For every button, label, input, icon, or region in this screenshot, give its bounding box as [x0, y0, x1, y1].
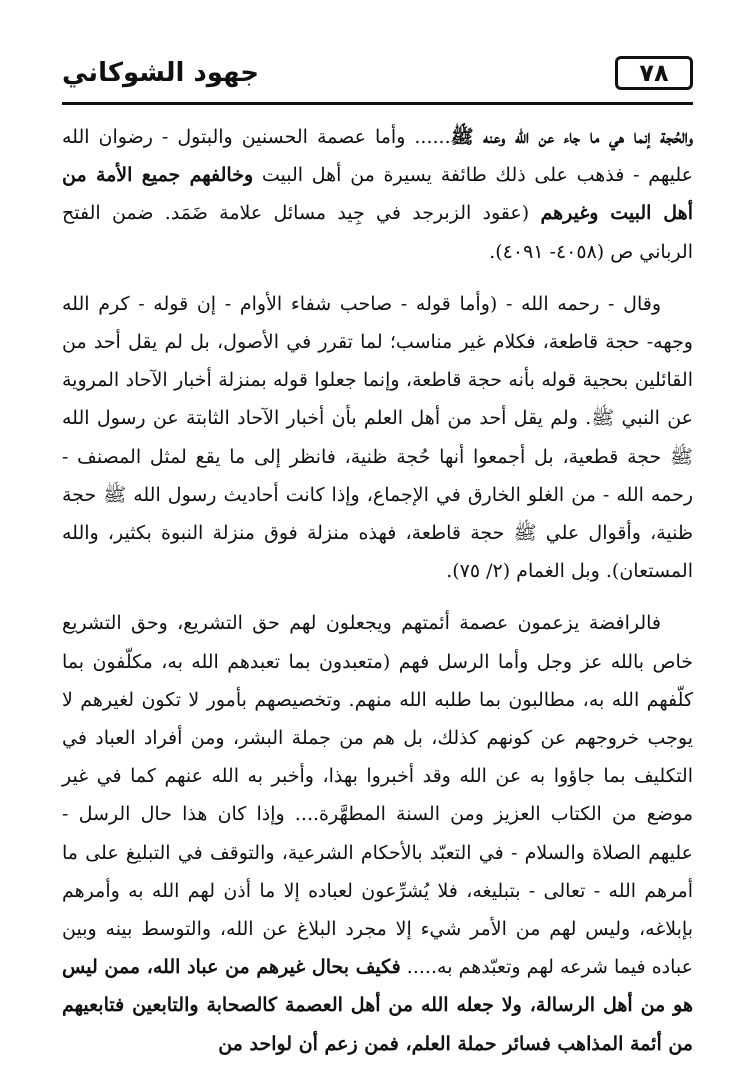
paragraph-text: فالرافضة يزعمون عصمة أئمتهم ويجعلون لهم حق التشريع، وحق التشريع خاص بالله عز وجل وأما الرسل فهم (متعبدون بما تعبدهم الله به، مكلّفون بما كلّفهم الله به، مطالبون بما طلبه الله منهم. وتخصيصهم بأمور لا تكون لغيرهم لا يوجب خروجهم عن كونهم كذلك، بل هم من جملة البشر، ومن أفراد العباد في التكليف بما جاؤوا به عن الله وقد أخبروا بهذا، وأخبر به الله عنهم كما في غير موضع من الكتاب العزيز ومن السنة المطهَّرة.... وإذا كان هذا حال الرسل - عليهم الصلاة والسلام - في التعبّد بالأحكام الشرعية، والتوقف في التبليغ على ما أمرهم الله - تعالى - بتبليغه، فلا يُشرِّعون لعباده إلا ما أذن لهم الله به وأمرهم بإبلاغه، وليس لهم من الأمر شيء إلا مجرد البلاغ عن الله، والتوسط بينه وبين عباده فيما شرعه لهم وتعبّدهم به..... — [62, 612, 693, 979]
body-text — [62, 118, 693, 1077]
bold-phrase: وخالفهم جميع الأمة من أهل البيت وغيرهم — [62, 164, 693, 225]
page-header — [62, 50, 693, 105]
bold-phrase: فكيف بحال غيرهم من عباد الله، ممن ليس هو من أهل الرسالة، ولا جعله الله من أهل العصمة كالصحابة والتابعين فتابعيهم من أئمة المذاهب فسائر حملة العلم، فمن زعم أن لواحد من — [62, 956, 693, 1055]
paragraph — [62, 285, 693, 591]
page-number-badge — [615, 56, 693, 90]
paragraph-text: ...... وأما عصمة الحسنين والبتول - رضوان الله عليهم - فذهب على ذلك طائفة يسيرة من أهل البيت — [62, 126, 693, 187]
running-title: جهود الشوكاني — [62, 58, 259, 88]
paragraph-text: (عقود الزبرجد في جِيد مسائل علامة ضَمَد. ضمن الفتح الرباني ص (٤٠٥٨- ٤٠٩١). — [62, 202, 693, 263]
paragraph-text: وقال - رحمه الله - (وأما قوله - صاحب شفاء الأوام - إن قوله - كرم الله وجهه- حجة قاطعة، فكلام غير مناسب؛ لما تقرر في الأصول، بل لم يقل أحد من القائلين بحجية قوله بأنه حجة قاطعة، وإنما جعلوا قوله بمنزلة أخبار الآحاد المروية عن النبي ﷺ. ولم يقل أحد من أهل العلم بأن أخبار الآحاد الثابتة عن رسول الله ﷺ حجة قطعية، بل أجمعوا أنها حُجة ظنية، فانظر إلى ما يقع لمثل المصنف - رحمه الله - من الغلو الخارق في الإجماع، وإذا كانت أحاديث رسول الله ﷺ حجة ظنية، وأقوال علي ﷺ حجة قاطعة، فهذه منزلة فوق منزلة النبوة بكثير، والله المستعان). وبل الغمام (٢/ ٧٥). — [62, 292, 693, 583]
paragraph — [62, 118, 693, 271]
paragraph — [62, 604, 693, 1062]
page-number: ٧٨ — [639, 59, 669, 87]
bold-phrase: والحُجة إنما هي ما جاء عن الله وعنه ﷺ — [450, 126, 693, 148]
